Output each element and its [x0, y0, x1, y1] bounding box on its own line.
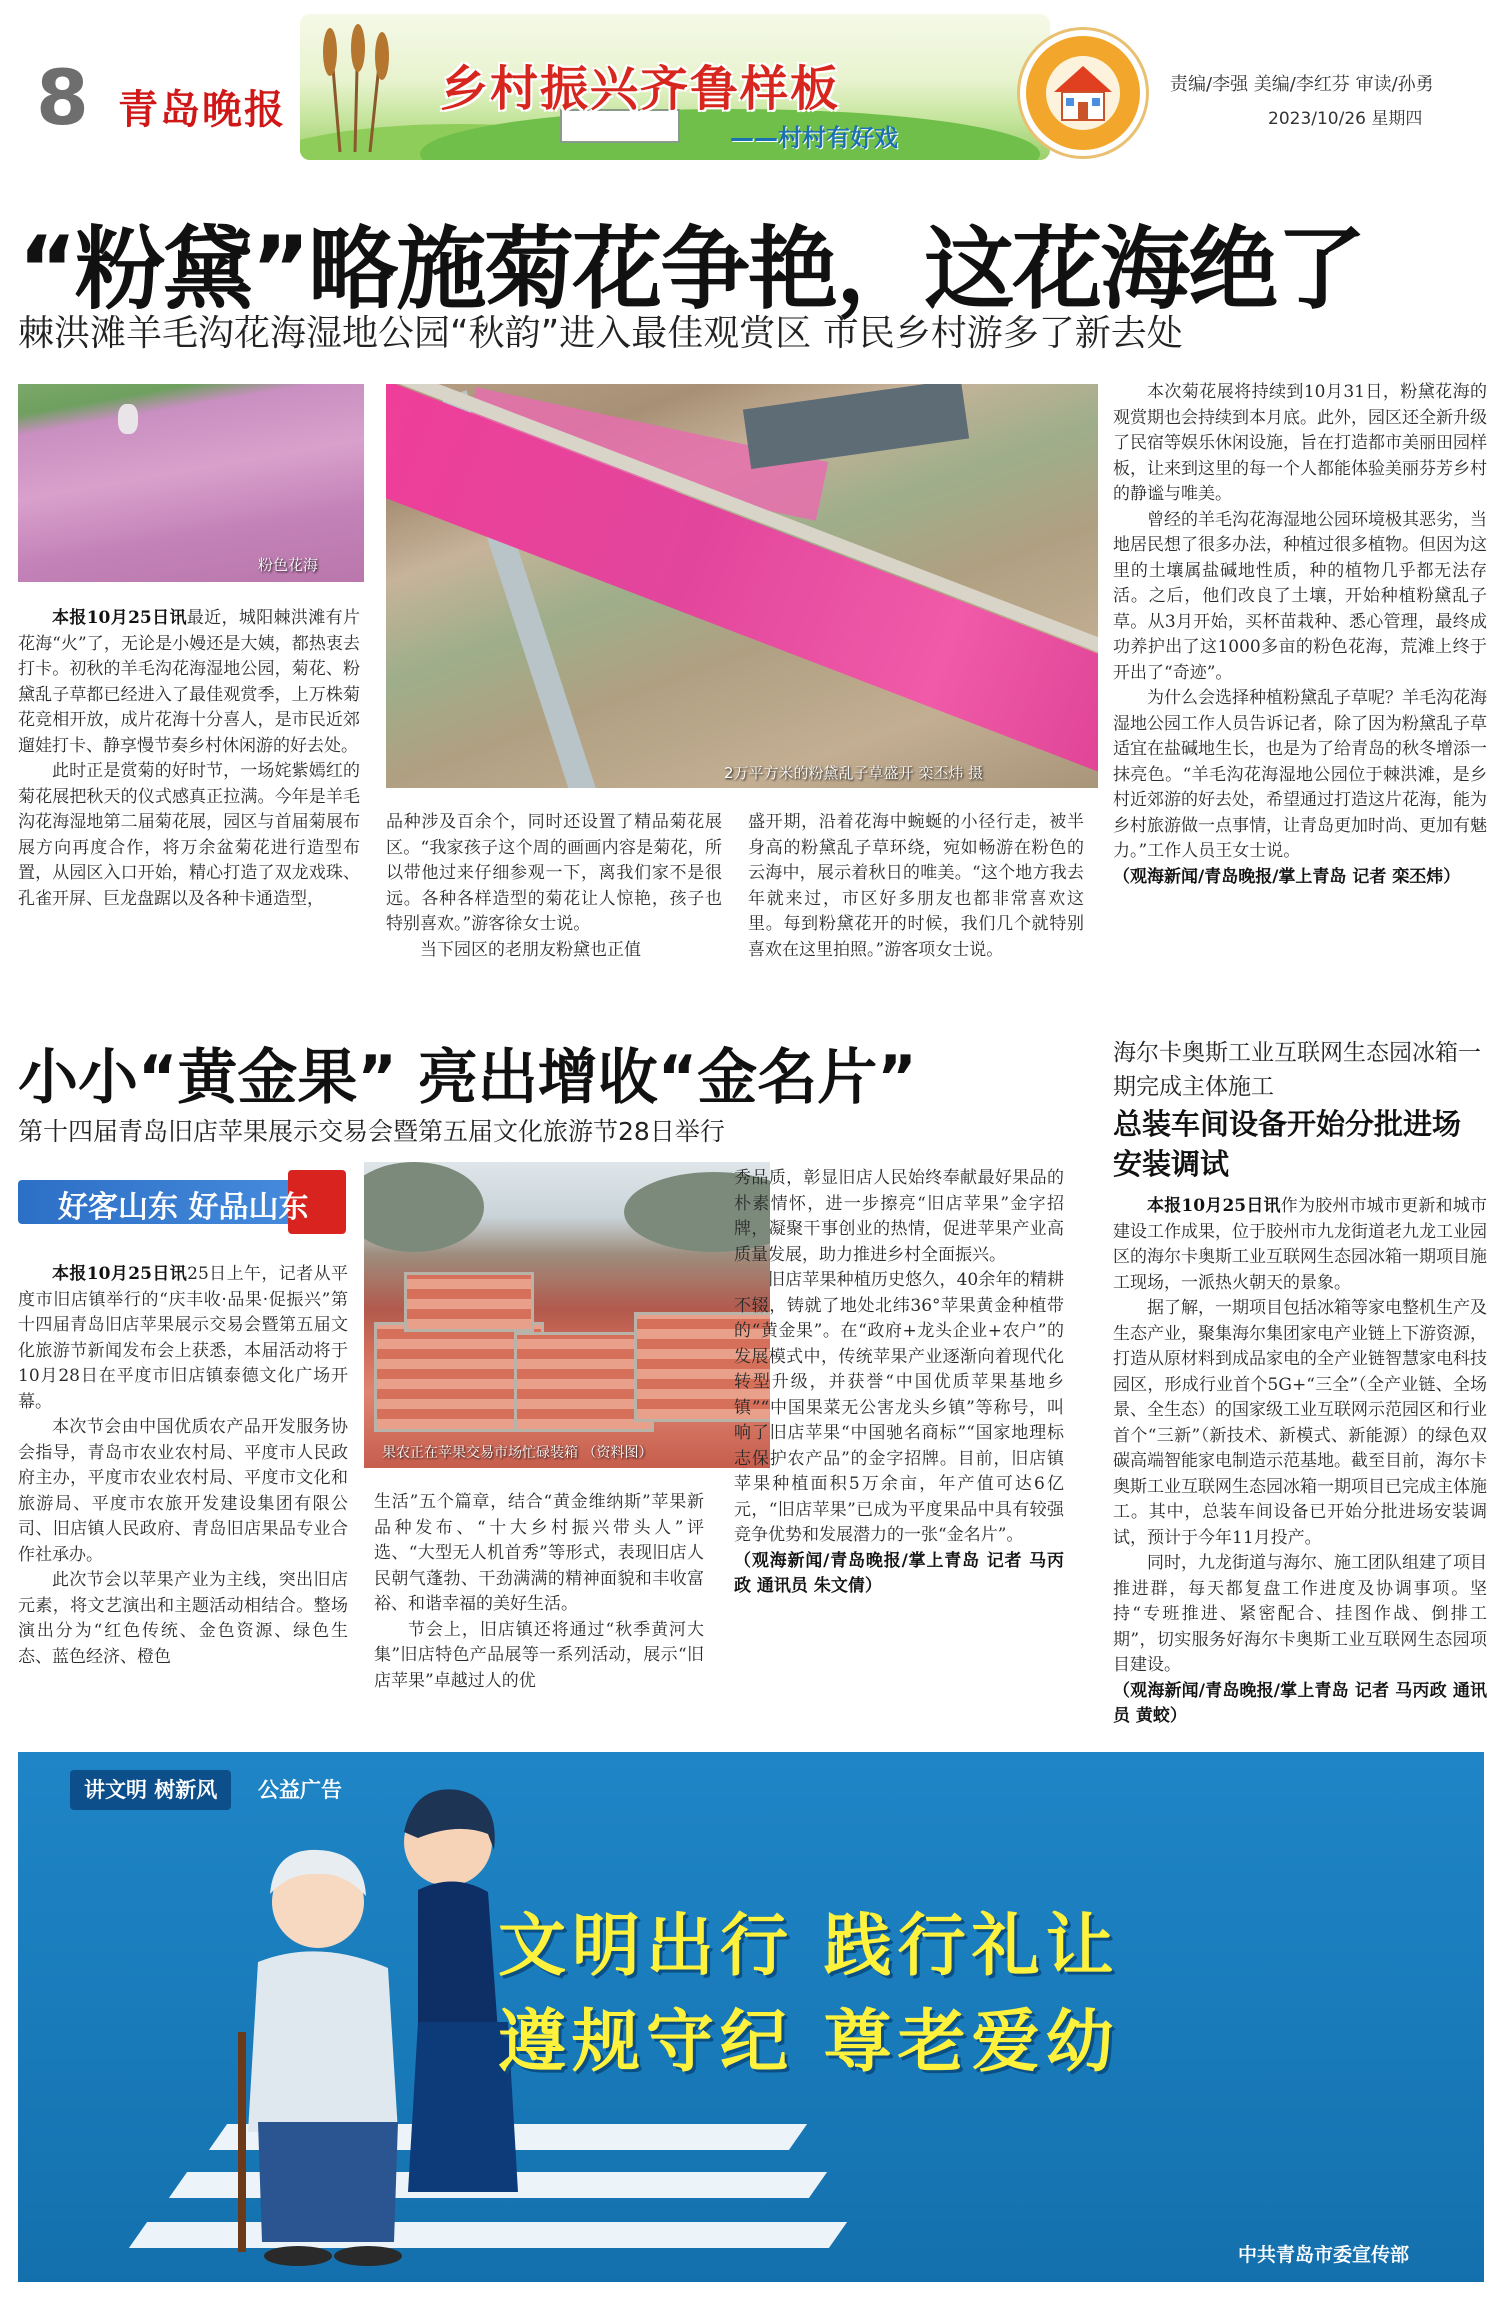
- shandong-logo: [18, 1170, 346, 1234]
- story2-column-2: 生活”五个篇章，结合“黄金维纳斯”苹果新品种发布、“十大乡村振兴带头人”评选、“大型无人机首秀”等形式，表现旧店人民朝气蓬勃、干劲满满的精神面貌和丰收富裕、和谐幸福的美好生活。 节会上，旧店镇还将通过“秋季黄河大集”旧店特色产品展等一系列活动，展示“旧店苹果”卓越过人的优: [374, 1492, 704, 1691]
- dateline: 本报10月25日讯: [1147, 1196, 1281, 1216]
- wheat-icon: [310, 22, 400, 152]
- haier-headline: 总装车间设备开始分批进场安装调试: [1113, 1107, 1462, 1181]
- story1-column-3: 盛开期，沿着花海中蜿蜒的小径行走，被半身高的粉黛乱子草环绕，宛如畅游在粉色的云海中，展示着秋日的唯美。“这个地方我去年就来过，市区好多朋友也都非常喜欢这里。每到粉黛花开的时候，我们几个就特别喜欢在这里拍照。”游客项女士说。: [748, 812, 1084, 960]
- story1-column-2: 品种涉及百余个，同时还设置了精品菊花展区。“我家孩子这个周的画画内容是菊花，所以带他过来仔细参观一下，离我们家不是很远。各种各样造型的菊花让人惊艳，孩子也特别喜欢。”游客徐女士说。 当下园区的老朋友粉黛也正值: [386, 812, 722, 960]
- psa-organization: 中共青岛市委宣传部: [1238, 2244, 1410, 2266]
- page-number: 8: [36, 53, 89, 142]
- story2-column-3: 秀品质，彰显旧店人民始终奉献最好果品的朴素情怀，进一步擦亮“旧店苹果”金字招牌，凝聚干事创业的热情，促进苹果产业高质量发展，助力推进乡村全面振兴。 旧店苹果种植历史悠久，40余年的精耕不辍，铸就了地处北纬36°苹果黄金种植带的“黄金果”。在“政府+龙头企业+农户”的发展模式中，传统苹果产业逐渐向着现代化转型升级，并获誉“中国优质苹果基地乡镇”“中国果菜无公害龙头乡镇”等称号，叫响了旧店苹果“中国驰名商标”“国家地理标志保护农产品”的金字招牌。目前，旧店镇苹果种植面积5万余亩，年产值可达6亿元，“旧店苹果”已成为平度果品中具有较强竞争优势和发展潜力的一张“金名片”。 （观海新闻/青岛晚报/掌上青岛 记者 马丙政 通讯员 朱文倩）: [734, 1168, 1064, 1596]
- editors-line: 责编/李强 美编/李红芬 审读/孙勇: [1170, 74, 1434, 95]
- psa-tag: 讲文明 树新风: [70, 1770, 231, 1810]
- newspaper-name: 青岛晚报: [118, 86, 286, 133]
- photo-caption: 粉色花海: [258, 556, 319, 574]
- main-subhead: 棘洪滩羊毛沟花海湿地公园“秋韵”进入最佳观赏区 市民乡村游多了新去处: [18, 313, 1183, 354]
- apple-headline: 小小“黄金果” 亮出增收“金名片”: [18, 1043, 917, 1113]
- apple-market-photo: [364, 1162, 770, 1468]
- photo-caption: 2万平方米的粉黛乱子草盛开 栾丕炜 摄: [724, 764, 984, 782]
- section-banner: [300, 14, 1050, 160]
- slogan-line-1: 文明出行 践行礼让: [498, 1907, 1120, 1986]
- photo-caption: 果农正在苹果交易市场忙碌装箱 （资料图）: [382, 1445, 653, 1461]
- public-service-ad: [18, 1752, 1484, 2282]
- issue-date: 2023/10/26 星期四: [1268, 109, 1423, 129]
- banner-subtitle: ——村村有好戏: [730, 124, 898, 152]
- main-headline: “粉黛”略施菊花争艳，这花海绝了: [18, 217, 1365, 322]
- flower-sea-aerial-photo: [386, 384, 1098, 788]
- dateline: 本报10月25日讯: [52, 1264, 188, 1284]
- byline: （观海新闻/青岛晚报/掌上青岛 记者 马丙政 通讯员 黄蛟）: [1113, 1680, 1487, 1724]
- dateline: 本报10月25日讯: [52, 608, 187, 628]
- pink-grass-photo: [18, 384, 364, 582]
- psa-type: 公益广告: [258, 1778, 342, 1802]
- apple-subhead: 第十四届青岛旧店苹果展示交易会暨第五届文化旅游节28日举行: [18, 1117, 725, 1146]
- story1-column-4: 本次菊花展将持续到10月31日，粉黛花海的观赏期也会持续到本月底。此外，园区还全新升级了民宿等娱乐休闲设施，旨在打造都市美丽田园样板，让来到这里的每一个人都能体验美丽芬芳乡村的静谧与唯美。 曾经的羊毛沟花海湿地公园环境极其恶劣，当地居民想了很多办法，种植过很多植物。但因为这里的土壤属盐碱地性质，种的植物几乎都无法存活。之后，他们改良了土壤，开始种植粉黛乱子草。从3月开始，买杯苗栽种、悉心管理，最终成功养护出了这1000多亩的粉色花海，荒滩上终于开出了“奇迹”。 为什么会选择种植粉黛乱子草呢？羊毛沟花海湿地公园工作人员告诉记者，除了因为粉黛乱子草适宜在盐碱地生长，也是为了给青岛的秋冬增添一抹亮色。“羊毛沟花海湿地公园位于棘洪滩，是乡村近郊游的好去处，希望通过打造这片花海，能为乡村旅游做一点事情，让青岛更加时尚、更加有魅力。”工作人员王女士说。 （观海新闻/青岛晚报/掌上青岛 记者 栾丕炜）: [1113, 382, 1487, 887]
- byline: （观海新闻/青岛晚报/掌上青岛 记者 栾丕炜）: [1113, 866, 1461, 887]
- logo-text: 好客山东 好品山东: [58, 1190, 309, 1225]
- haier-kicker: 海尔卡奥斯工业互联网生态园冰箱一期完成主体施工: [1113, 1040, 1481, 1100]
- house-icon: [1020, 30, 1146, 156]
- story1-column-1: 本报10月25日讯最近，城阳棘洪滩有片花海“火”了，无论是小嫚还是大姨，都热衷去打卡。初秋的羊毛沟花海湿地公园，菊花、粉黛乱子草都已经进入了最佳观赏季，上万株菊花竞相开放，成片花海十分喜人，是市民近郊遛娃打卡、静享慢节奏乡村休闲游的好去处。 此时正是赏菊的好时节，一场姹紫嫣红的菊花展把秋天的仪式感真正拉满。今年是羊毛沟花海湿地第二届菊花展，园区与首届菊展布展方向再度合作，将万余盆菊花进行造型布置，从园区入口开始，精心打造了双龙戏珠、孔雀开屏、巨龙盘踞以及各种卡通造型，: [18, 608, 360, 909]
- story2-column-1: 本报10月25日讯25日上午，记者从平度市旧店镇举行的“庆丰收·品果·促振兴”第十四届青岛旧店苹果展示交易会暨第五届文化旅游节新闻发布会上获悉，本届活动将于10月28日在平度市旧店镇泰德文化广场开幕。 本次节会由中国优质农产品开发服务协会指导，青岛市农业农村局、平度市人民政府主办，平度市农业农村局、平度市文化和旅游局、平度市农旅开发建设集团有限公司、旧店镇人民政府、青岛旧店果品专业合作社承办。 此次节会以苹果产业为主线，突出旧店元素，将文艺演出和主题活动相结合。整场演出分为“红色传统、金色资源、绿色生态、蓝色经济、橙色: [18, 1264, 348, 1667]
- banner-title: 乡村振兴齐鲁样板: [440, 61, 841, 117]
- slogan-line-2: 遵规守纪 尊老爱幼: [498, 2003, 1120, 2082]
- byline: （观海新闻/青岛晚报/掌上青岛 记者 马丙政 通讯员 朱文倩）: [734, 1550, 1064, 1596]
- story3-column: 本报10月25日讯作为胶州市城市更新和城市建设工作成果，位于胶州市九龙街道老九龙工业园区的海尔卡奥斯工业互联网生态园冰箱一期项目施工现场，一派热火朝天的景象。 据了解，一期项目包括冰箱等家电整机生产及生态产业，聚集海尔集团家电产业链上下游资源，打造从原材料到成品家电的全产业链智慧家电科技园区，形成行业首个5G+“三全”（全产业链、全场景、全生态）的国家级工业互联网示范园区和行业首个“三新”（新技术、新模式、新能源）的绿色双碳高端智能家电制造示范基地。截至目前，海尔卡奥斯工业互联网生态园冰箱一期项目已完成主体施工。其中，总装车间设备已开始分批进场安装调试，预计于今年11月投产。 同时，九龙街道与海尔、施工团队组建了项目推进群，每天都复盘工作进度及协调事项。坚持“专班推进、紧密配合、挂图作战、倒排工期”，切实服务好海尔卡奥斯工业互联网生态园项目建设。 （观海新闻/青岛晚报/掌上青岛 记者 马丙政 通讯员 黄蛟）: [1113, 1196, 1487, 1724]
